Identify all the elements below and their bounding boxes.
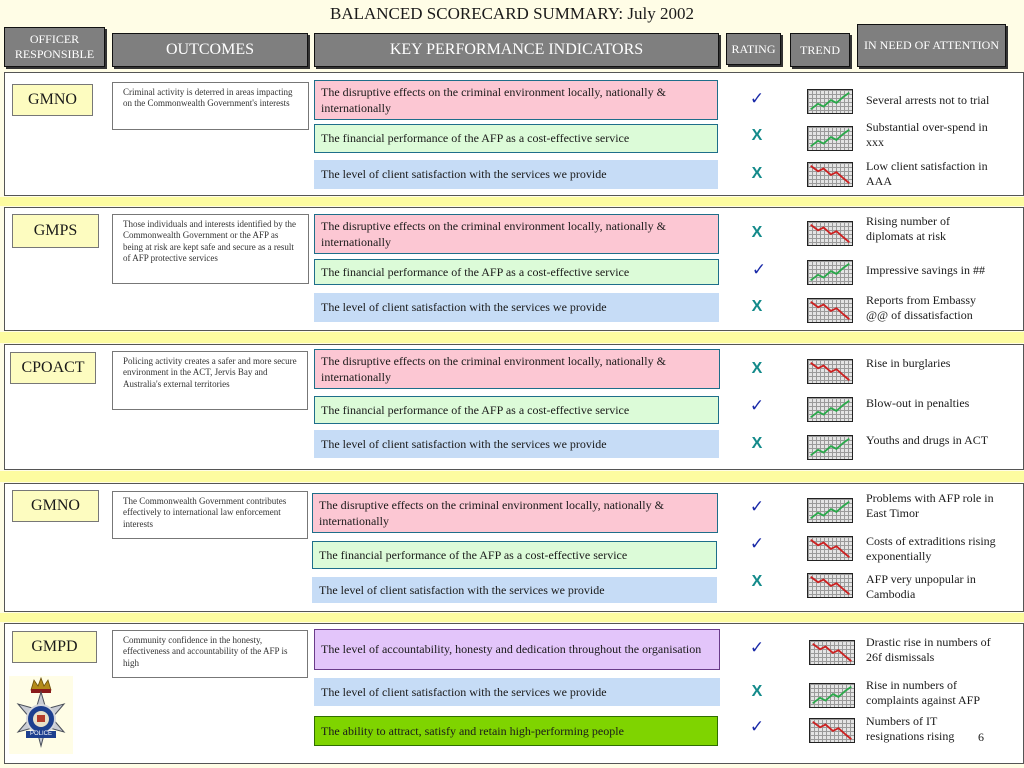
header-in-need-of-attention: IN NEED OF ATTENTION: [857, 24, 1006, 67]
kpi-box: The level of client satisfaction with the services we provide: [314, 678, 720, 706]
rating-check-icon: ✓: [749, 534, 765, 554]
badge-police-label: POLICE: [29, 731, 52, 737]
trend-down-icon: [807, 298, 853, 323]
officer-label: GMPD: [12, 631, 97, 663]
officer-label: CPOACT: [10, 352, 96, 384]
attention-note: Rise in numbers of complaints against AFP: [866, 678, 980, 707]
rating-cross-icon: X: [751, 165, 763, 182]
trend-up-icon: [807, 89, 853, 114]
rating-cross-icon: X: [751, 360, 763, 377]
rating-cross-icon: X: [751, 298, 763, 315]
trend-down-icon: [807, 573, 853, 598]
header-outcomes: OUTCOMES: [112, 33, 308, 67]
rating-cross-icon: X: [751, 573, 763, 590]
attention-note: AFP very unpopular in Cambodia: [866, 572, 976, 601]
rating-check-icon: ✓: [749, 638, 765, 658]
attention-note: Problems with AFP role in East Timor: [866, 491, 994, 520]
header-rating: RATING: [726, 33, 781, 65]
outcome-text: Community confidence in the honesty, effectiveness and accountability of the AFP is high: [112, 630, 308, 678]
outcome-text: The Commonwealth Government contributes effectively to international law enforcement interests: [112, 491, 308, 539]
trend-up-icon: [807, 126, 853, 151]
attention-note: Impressive savings in ##: [866, 263, 985, 277]
afp-police-badge-icon: [9, 676, 73, 754]
attention-note: Reports from Embassy @@ of dissatisfaction: [866, 293, 976, 322]
kpi-box: The disruptive effects on the criminal environment locally, nationally & internationally: [314, 80, 718, 120]
officer-label: GMPS: [12, 214, 99, 248]
header-key-performance-indicators: KEY PERFORMANCE INDICATORS: [314, 33, 719, 67]
section-separator: [0, 197, 1024, 206]
trend-up-icon: [807, 397, 853, 422]
attention-note: Blow-out in penalties: [866, 396, 970, 410]
kpi-box: The level of client satisfaction with the services we provide: [314, 430, 719, 458]
trend-down-icon: [807, 359, 853, 384]
attention-note: Youths and drugs in ACT: [866, 433, 989, 447]
officer-label: GMNO: [12, 84, 93, 116]
attention-note: Drastic rise in numbers of 26f dismissals: [866, 635, 991, 664]
rating-cross-icon: X: [751, 127, 763, 144]
rating-cross-icon: X: [751, 435, 763, 452]
kpi-box: The disruptive effects on the criminal environment locally, nationally & internationally: [314, 214, 719, 254]
section-separator: [0, 471, 1024, 482]
attention-note: Rising number of diplomats at risk: [866, 214, 950, 243]
header-trend: TREND: [790, 33, 850, 67]
trend-up-icon: [807, 498, 853, 523]
outcome-text: Policing activity creates a safer and more secure environment in the ACT, Jervis Bay and Australia's external territories: [112, 351, 308, 410]
kpi-box: The financial performance of the AFP as a cost-effective service: [312, 541, 717, 569]
kpi-box: The financial performance of the AFP as a cost-effective service: [314, 396, 719, 424]
rating-check-icon: ✓: [751, 260, 767, 280]
kpi-box: The disruptive effects on the criminal environment locally, nationally & internationally: [314, 349, 720, 389]
rating-cross-icon: X: [751, 224, 763, 241]
kpi-box: The level of client satisfaction with the services we provide: [312, 577, 717, 603]
outcome-text: Criminal activity is deterred in areas impacting on the Commonwealth Government's interests: [112, 82, 309, 130]
trend-up-icon: [807, 260, 853, 285]
attention-note: Costs of extraditions rising exponentially: [866, 534, 996, 563]
kpi-box: The financial performance of the AFP as a cost-effective service: [314, 259, 719, 285]
section-separator: [0, 613, 1024, 622]
kpi-box: The financial performance of the AFP as a cost-effective service: [314, 124, 718, 153]
attention-note: Numbers of IT resignations rising: [866, 714, 955, 743]
trend-up-icon: [809, 683, 855, 708]
kpi-box: The level of client satisfaction with the services we provide: [314, 293, 719, 322]
trend-up-icon: [807, 435, 853, 460]
rating-cross-icon: X: [751, 683, 763, 700]
attention-note: Rise in burglaries: [866, 356, 951, 370]
trend-down-icon: [809, 640, 855, 665]
rating-check-icon: ✓: [749, 89, 765, 109]
trend-down-icon: [807, 536, 853, 561]
rating-check-icon: ✓: [749, 396, 765, 416]
attention-note: Low client satisfaction in AAA: [866, 159, 988, 188]
section-separator: [0, 332, 1024, 343]
page-number: 6: [978, 730, 984, 744]
trend-down-icon: [807, 221, 853, 246]
rating-check-icon: ✓: [749, 497, 765, 517]
header-officer-responsible: OFFICER RESPONSIBLE: [4, 27, 105, 67]
attention-note: Several arrests not to trial: [866, 93, 990, 107]
kpi-box: The ability to attract, satisfy and retain high-performing people: [314, 716, 718, 746]
kpi-box: The disruptive effects on the criminal environment locally, nationally & internationally: [312, 493, 718, 533]
kpi-box: The level of accountability, honesty and dedication throughout the organisation: [314, 629, 720, 670]
attention-note: Substantial over-spend in xxx: [866, 120, 988, 149]
officer-label: GMNO: [12, 490, 99, 522]
trend-down-icon: [807, 162, 853, 187]
page-title: BALANCED SCORECARD SUMMARY: July 2002: [330, 4, 694, 23]
trend-down-icon: [809, 718, 855, 743]
rating-check-icon: ✓: [749, 717, 765, 737]
outcome-text: Those individuals and interests identified by the Commonwealth Government or the AFP as being at risk are kept safe and secure as a result of AFP protective services: [112, 214, 309, 284]
kpi-box: The level of client satisfaction with the services we provide: [314, 160, 718, 189]
